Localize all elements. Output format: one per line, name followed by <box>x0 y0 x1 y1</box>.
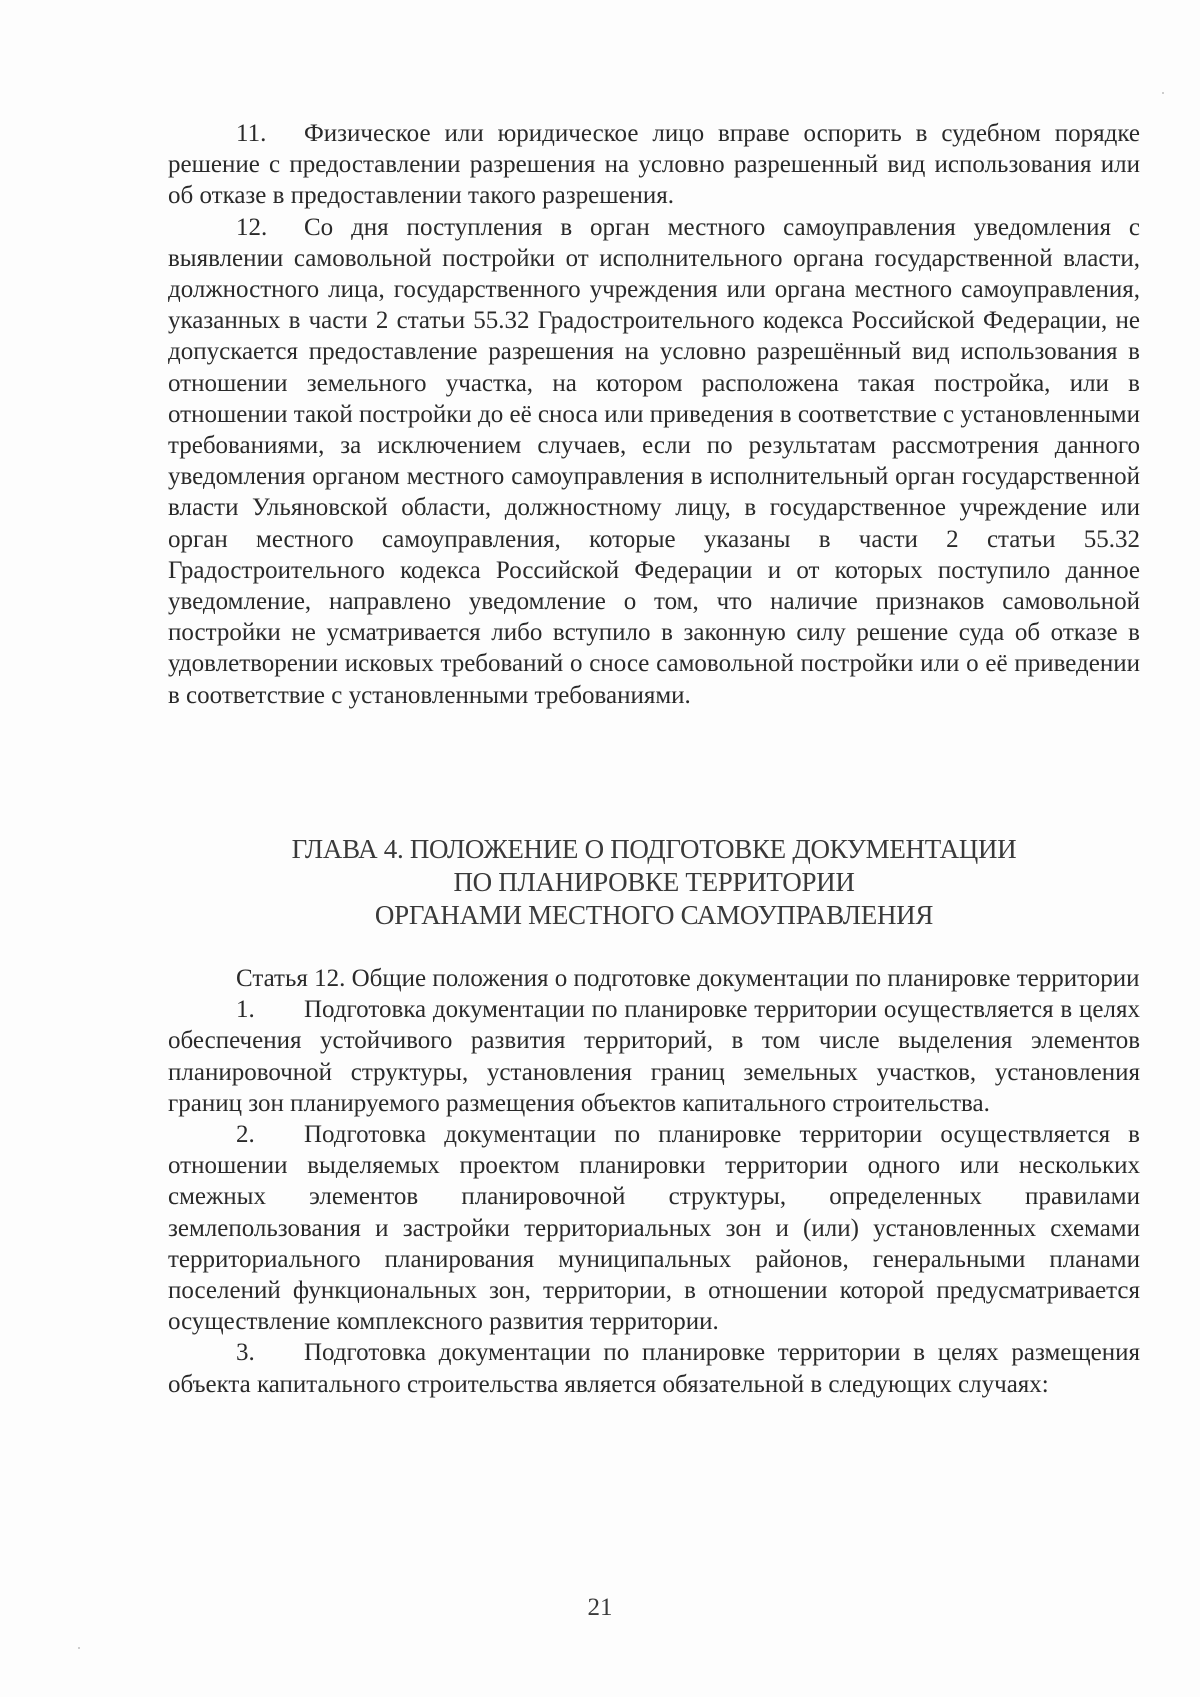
paragraph-11 <box>168 118 1140 212</box>
page-number: 21 <box>587 1594 613 1621</box>
paragraph-number: 12. <box>236 213 268 241</box>
paragraph-text: Подготовка документации по планировке территории в целях размещения объекта капитального строительства является обязательной в следующих случаях: <box>168 1339 1140 1398</box>
paragraph-number: 2. <box>236 1121 255 1149</box>
scan-speck <box>1162 92 1164 94</box>
chapter-heading <box>168 833 1140 932</box>
article-title: Статья 12. Общие положения о подготовке документации по планировке территории <box>236 965 1140 992</box>
article-section <box>168 963 1140 1400</box>
paragraph-text: Физическое или юридическое лицо вправе оспорить в судебном порядке решение с предоставлении разрешения на условно разрешенный вид использования или об отказе в предоставлении такого разрешения. <box>168 120 1140 210</box>
chapter-heading-line-2: ПО ПЛАНИРОВКЕ ТЕРРИТОРИИ <box>453 867 855 897</box>
top-section <box>168 118 1140 711</box>
chapter-heading-line-3: ОРГАНАМИ МЕСТНОГО САМОУПРАВЛЕНИЯ <box>374 900 934 930</box>
paragraph-text: Подготовка документации по планировке территории осуществляется в отношении выделяемых проектом планировки территории одного или нескольких смежных элементов планировочной структуры, определенных правилами землепользования и застройки территориальных зон и (или) установленных схемами территориального планирования муниципальных районов, генеральными планами поселений функциональных зон, территории, в отношении которой предусматривается осуществление комплексного развития территории. <box>168 1121 1140 1336</box>
article-paragraph-3 <box>168 1337 1140 1399</box>
article-paragraph-1 <box>168 994 1140 1119</box>
paragraph-text: Со дня поступления в орган местного самоуправления уведомления с выявлении самовольной постройки от исполнительного органа государственной власти, должностного лица, государственного учреждения или органа местного самоуправления, указанных в части 2 статьи 55.32 Градостроительного кодекса Российской Федерации, не допускается предоставление разрешения на условно разрешённый вид использования в отношении земельного участка, на котором расположена такая постройка, или в отношении такой постройки до её сноса или приведения в соответствие с установленными требованиями, за исключением случаев, если по результатам рассмотрения данного уведомления органом местного самоуправления в исполнительный орган государственной власти Ульяновской области, должностному лицу, в государственное учреждение или орган местного самоуправления, которые указаны в части 2 статьи 55.32 Градостроительного кодекса Российской Федерации и от которых поступило данное уведомление, направлено уведомление о том, что наличие признаков самовольной постройки не усматривается либо вступило в законную силу решение суда об отказе в удовлетворении исковых требований о сносе самовольной постройки или о её приведении в соответствие с установленными требованиями. <box>168 213 1140 709</box>
article-paragraph-2 <box>168 1119 1140 1337</box>
paragraph-12 <box>168 212 1140 711</box>
paragraph-text: Подготовка документации по планировке территории осуществляется в целях обеспечения устойчивого развития территорий, в том числе выделения элементов планировочной структуры, установления границ земельных участков, установления границ зон планируемого размещения объектов капитального строительства. <box>168 996 1140 1117</box>
paragraph-number: 1. <box>236 996 255 1024</box>
chapter-heading-line-1: ГЛАВА 4. ПОЛОЖЕНИЕ О ПОДГОТОВКЕ ДОКУМЕНТАЦИИ <box>291 834 1017 864</box>
paragraph-number: 3. <box>236 1339 255 1367</box>
scan-speck <box>78 1647 80 1649</box>
paragraph-number: 11. <box>236 120 267 147</box>
